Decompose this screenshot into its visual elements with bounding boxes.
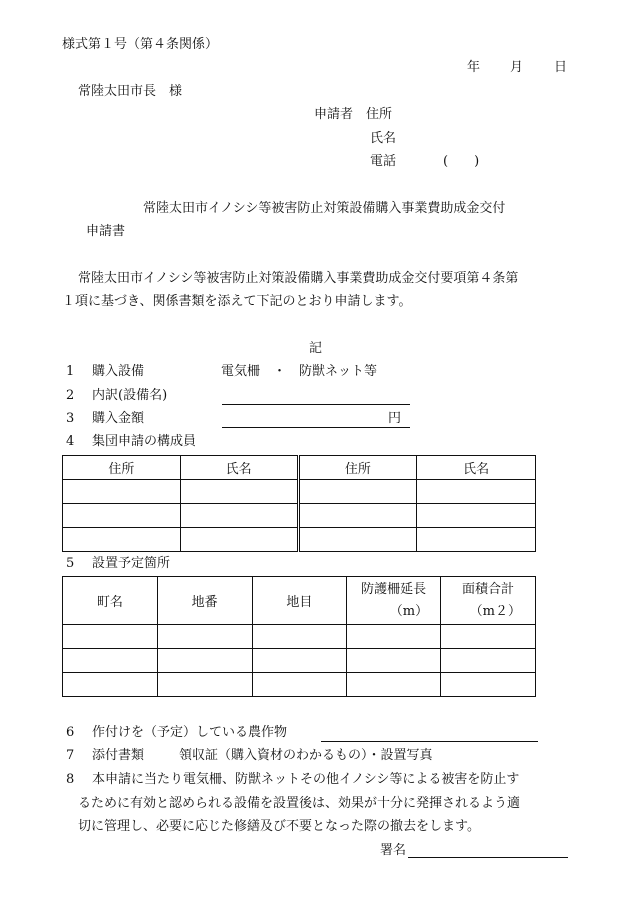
addressee: 常陸太田市長 様: [78, 84, 183, 99]
table-cell[interactable]: [180, 528, 298, 552]
item7-value: 領収証（購入資材のわかるもの）・設置写真: [179, 748, 433, 763]
item2-label: 内訳(設備名): [92, 388, 168, 403]
body-text-line1: 常陸太田市イノシシ等被害防止対策設備購入事業費助成金交付要項第４条第: [78, 271, 519, 286]
table-cell[interactable]: [157, 649, 252, 673]
table-cell[interactable]: [347, 649, 441, 673]
item3-number: 3: [66, 411, 75, 426]
item6-label: 作付けを（予定）している農作物: [92, 725, 288, 740]
table-cell[interactable]: [63, 528, 181, 552]
signature-line[interactable]: [408, 857, 568, 858]
ki-heading: 記: [309, 341, 323, 356]
table-cell[interactable]: [157, 625, 252, 649]
item3-blank-line[interactable]: [222, 427, 410, 428]
form-number: 様式第１号（第４条関係）: [62, 37, 219, 52]
table-cell[interactable]: [298, 504, 417, 528]
item1-label: 購入設備: [92, 364, 145, 379]
item3-unit: 円: [388, 411, 402, 426]
members-header-address: 住所: [298, 456, 417, 480]
table-cell[interactable]: [63, 649, 158, 673]
members-header-name: 氏名: [180, 456, 298, 480]
area-total-unit: （m２）: [469, 603, 521, 619]
body-text-line2: １項に基づき、関係書類を添えて下記のとおり申請します。: [62, 294, 412, 309]
table-cell[interactable]: [180, 504, 298, 528]
item4-number: 4: [66, 434, 75, 449]
date-day: 日: [554, 60, 568, 75]
item8-text-line2: るために有効と認められる設備を設置後は、効果が十分に発揮されるよう適: [78, 796, 521, 811]
table-cell[interactable]: [298, 528, 417, 552]
item3-label: 購入金額: [92, 411, 145, 426]
table-cell[interactable]: [180, 480, 298, 504]
item8-number: 8: [66, 772, 75, 787]
date-year: 年: [467, 60, 481, 75]
table-cell[interactable]: [441, 649, 536, 673]
item1-options: 電気柵 ・ 防獣ネット等: [221, 364, 378, 379]
applicant-label: 申請者: [314, 107, 354, 122]
table-row: [63, 528, 536, 552]
locations-header-land-category: 地目: [252, 577, 347, 625]
table-cell[interactable]: [347, 625, 441, 649]
locations-header-area-total: [441, 577, 536, 625]
table-row: [63, 625, 536, 649]
applicant-phone-label: 電話: [370, 154, 397, 169]
area-total-label: 面積合計: [462, 581, 515, 597]
date-month: 月: [510, 60, 524, 75]
table-cell[interactable]: [252, 649, 347, 673]
members-header-name: 氏名: [417, 456, 536, 480]
members-header-row: [63, 456, 536, 480]
table-cell[interactable]: [417, 480, 536, 504]
item4-label: 集団申請の構成員: [92, 434, 197, 449]
fence-length-unit: （m）: [389, 603, 429, 619]
table-cell[interactable]: [157, 673, 252, 697]
table-cell[interactable]: [252, 673, 347, 697]
applicant-phone-parens: ( ): [443, 154, 480, 169]
locations-header-row: [63, 577, 536, 625]
item8-text-line3: 切に管理し、必要に応じた修繕及び不要となった際の撤去をします。: [78, 819, 480, 834]
item2-number: 2: [66, 388, 75, 403]
applicant-address-label: 住所: [366, 107, 393, 122]
table-cell[interactable]: [63, 504, 181, 528]
table-cell[interactable]: [63, 625, 158, 649]
table-cell[interactable]: [252, 625, 347, 649]
table-cell[interactable]: [441, 673, 536, 697]
item2-blank-line[interactable]: [222, 404, 410, 405]
locations-header-town: 町名: [63, 577, 158, 625]
fence-length-label: 防護柵延長: [361, 581, 427, 597]
table-row: [63, 673, 536, 697]
signature-label: 署名: [380, 843, 407, 858]
document-title: 常陸太田市イノシシ等被害防止対策設備購入事業費助成金交付: [143, 201, 506, 216]
item6-blank-line[interactable]: [321, 741, 538, 742]
table-cell[interactable]: [347, 673, 441, 697]
table-cell[interactable]: [298, 480, 417, 504]
table-cell[interactable]: [63, 480, 181, 504]
applicant-name-label: 氏名: [370, 131, 397, 146]
members-table: [62, 455, 536, 552]
table-cell[interactable]: [441, 625, 536, 649]
item7-number: 7: [66, 748, 75, 763]
item5-number: 5: [66, 556, 75, 571]
table-row: [63, 480, 536, 504]
locations-header-fence-length: [347, 577, 441, 625]
table-row: [63, 649, 536, 673]
table-cell[interactable]: [417, 528, 536, 552]
item5-label: 設置予定箇所: [92, 556, 171, 571]
locations-table: [62, 576, 536, 697]
item8-text-line1: 本申請に当たり電気柵、防獣ネットその他イノシシ等による被害を防止す: [92, 772, 520, 787]
table-cell[interactable]: [63, 673, 158, 697]
item6-number: 6: [66, 725, 75, 740]
table-row: [63, 504, 536, 528]
item1-number: 1: [66, 364, 75, 379]
table-cell[interactable]: [417, 504, 536, 528]
document-title-cont: 申請書: [86, 224, 126, 239]
members-header-address: 住所: [63, 456, 181, 480]
locations-header-lot: 地番: [157, 577, 252, 625]
item7-label: 添付書類: [92, 748, 145, 763]
